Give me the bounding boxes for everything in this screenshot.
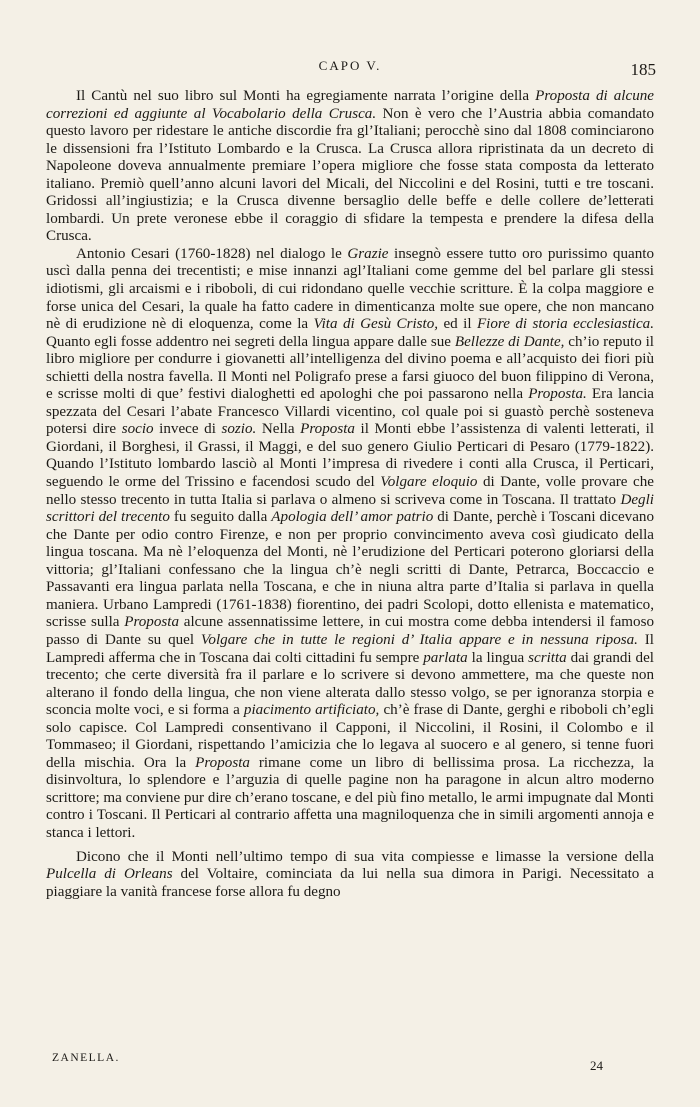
italic-title: Proposta: [124, 614, 180, 631]
text-run: alcune assennatissime lettere, in cui mostra come debba intendersi il famoso passo di Dante su quel: [46, 614, 654, 648]
page-number: 185: [630, 60, 656, 79]
text-run: Dicono che il Monti nell’ultimo tempo di sua vita compiesse e limasse la versione della: [76, 848, 654, 865]
text-run: insegnò essere tutto oro purissimo quanto uscì dalla penna dei trecentisti; e mise innanzi agl’Italiani come gemme del bel parlare gli stessi idiotismi, gli arcaismi e i riboboli, di cui ridondano quelle vecchie scritture. È la colpa maggiore e forse unica del Cesari, la quale ha fatto cadere in dimenticanza molte sue opere, che non mancano nè di erudizione nè di eloquenza, come la: [46, 245, 654, 333]
italic-title: Proposta di alcune correzioni ed aggiunte al Vocabolario della Crusca.: [46, 88, 654, 122]
italic-title: Pulcella di Orleans: [46, 866, 173, 883]
italic-title: Volgare che in tutte le regioni d’ Italia appare e in nessuna riposa.: [200, 631, 638, 648]
italic-title: Volgare eloquio: [380, 474, 478, 491]
italic-title: Proposta: [195, 754, 250, 771]
italic-title: Fiore di storia ecclesiastica.: [476, 316, 654, 333]
italic-title: Proposta: [300, 421, 355, 438]
italic-title: piacimento artificiato,: [243, 702, 380, 719]
text-run: fu seguito dalla: [169, 509, 272, 526]
text-run: Il Lampredi afferma che in Toscana dai colti cittadini fu sempre: [46, 631, 654, 666]
italic-title: Vita di Gesù Cristo,: [313, 316, 439, 333]
italic-title: Degli scrittori del trecento: [46, 491, 654, 526]
text-run: ed il: [438, 316, 477, 333]
italic-title: Bellezze di Dante,: [454, 333, 565, 350]
text-run: il Monti ebbe l’assistenza di valenti letterati, il Giordani, il Borghesi, il Grassi, il Maggi, e del suo genero Giulio Perticari di Pesaro (1779-1822). Quando l’Istituto lombardo lasciò al Monti l’impresa di rivedere i conti alla Crusca, il Perticari, seguendo le orme del Trissino e facendosi scudo del: [46, 421, 655, 491]
italic-title: Apologia dell’ amor patrio: [271, 509, 434, 526]
text-run: Nella: [256, 421, 301, 438]
text-run: Non è vero che l’Austria abbia comandato questo lavoro per ridestare le antiche discordie fra gl’Italiani; perocchè sino dal 1808 cominciarono le dissensioni fra l’Istituto Lombardo e la Crusca. La Crusca allora ripristinata da un decreto di Napoleone doveva annualmente premiare l’opera migliore che fosse stata composta da letterato italiano. Premiò quell’anno alcuni lavori del Micali, del Niccolini e del Rosini, tutti e tre toscani. Gridossi all’ingiustizia; e la Crusca divenne bersaglio delle beffe e delle collere de’letterati lombardi. Un prete veronese ebbe il coraggio di sfidare la tempesta e prendere la difesa della Crusca.: [46, 105, 654, 245]
printer-signature: ZANELLA.: [52, 1052, 120, 1064]
italic-title: Proposta.: [528, 386, 587, 403]
running-head: CAPO V.: [318, 58, 382, 73]
text-run: ch’io reputo il libro migliore per condurre i giovanetti all’intelligenza del divino poema e all’acquisto dei fiori più schietti della nostra favella. Il Monti nel Poligrafo prese a farsi giuoco del buon filippino di Verona, e scrisse molti di que’ festivi dialoghetti ed apologhi che poi passarono nella: [46, 333, 654, 403]
italic-title: scritta: [528, 649, 567, 666]
paragraph: [46, 246, 654, 843]
text-run: Antonio Cesari (1760-1828) nel dialogo le: [76, 245, 348, 262]
text-run: Era lancia spezzata del Cesari l’abate Francesco Villardi vicentino, col quale poi si guastò perchè sosteneva potersi dire: [46, 386, 655, 438]
text-run: Il Cantù nel suo libro sul Monti ha egregiamente narrata l’origine della: [76, 88, 536, 104]
text-run: rimane come un libro di bellissima prosa. La ricchezza, la disinvoltura, lo splendore e l’arguzia di quelle pagine non ha paragone in alcun altro moderno scrittore; ma conviene pur dire ch’erano toscane, e del più fino metallo, le armi impugnate dal Monti contro i Toscani. Il Perticari al contrario affetta una magniloquenza che in simili argomenti annoja e stanca i lettori.: [46, 754, 654, 841]
paragraph: [46, 88, 654, 246]
text-run: dai grandi del trecento; che certe diversità fra il parlare e lo scrivere si devono ammettere, ma che queste non alterano il fondo della lingua, che non viene alterata dallo stesso volgo, se per ignoranza storpia e sconcia molte voci, e si forma a: [46, 649, 654, 719]
sheet-number: 24: [590, 1058, 603, 1073]
text-run: la lingua: [467, 649, 529, 666]
text-run: ch’è frase di Dante, gerghi e riboboli ch’egli solo capisce. Col Lampredi consentivano il Capponi, il Niccolini, il Rosini, il Colombo e il Tommaseo; il Giordani, rispettando l’amicizia che lo legava al suocero e al genero, si tenne fuori della mischia. Ora la: [46, 702, 654, 771]
text-run: di Dante, volle provare che nello stesso trecento in tutta Italia si parlava o almeno si scriveva come in Toscana. Il trattato: [46, 474, 655, 508]
text-run: del Voltaire, cominciata da lui nella sua dimora in Parigi. Necessitato a piaggiare la vanità francese forse allora fu degno: [46, 866, 654, 900]
body-text: [46, 88, 654, 901]
text-run: di Dante, perchè i Toscani dicevano che Dante per odio contro Firenze, e non per proprio convincimento aveva così giudicato della lingua toscana. Ma nè l’eloquenza del Monti, nè l’erudizione del Perticari poterono gloriarsi della vittoria; gl’Italiani confessano che la lingua ch’è negli scritti di Dante, Petrarca, Boccaccio e Passavanti era lingua parlata nella Toscana, e che in niuna altra parte d’Italia si parlava in quella maniera. Urbano Lampredi (1761-1838) fiorentino, dei padri Scolopi, dotto ellenista e matematico, scrisse sulla: [46, 509, 654, 631]
italic-title: sozio.: [221, 421, 257, 438]
italic-title: socio: [121, 421, 154, 438]
text-run: invece di: [153, 421, 222, 438]
italic-title: parlata: [423, 649, 468, 666]
italic-title: Grazie: [347, 245, 389, 262]
paragraph: [46, 849, 654, 902]
text-run: Quanto egli fosse addentro nei segreti della lingua appare dalle sue: [46, 333, 455, 350]
